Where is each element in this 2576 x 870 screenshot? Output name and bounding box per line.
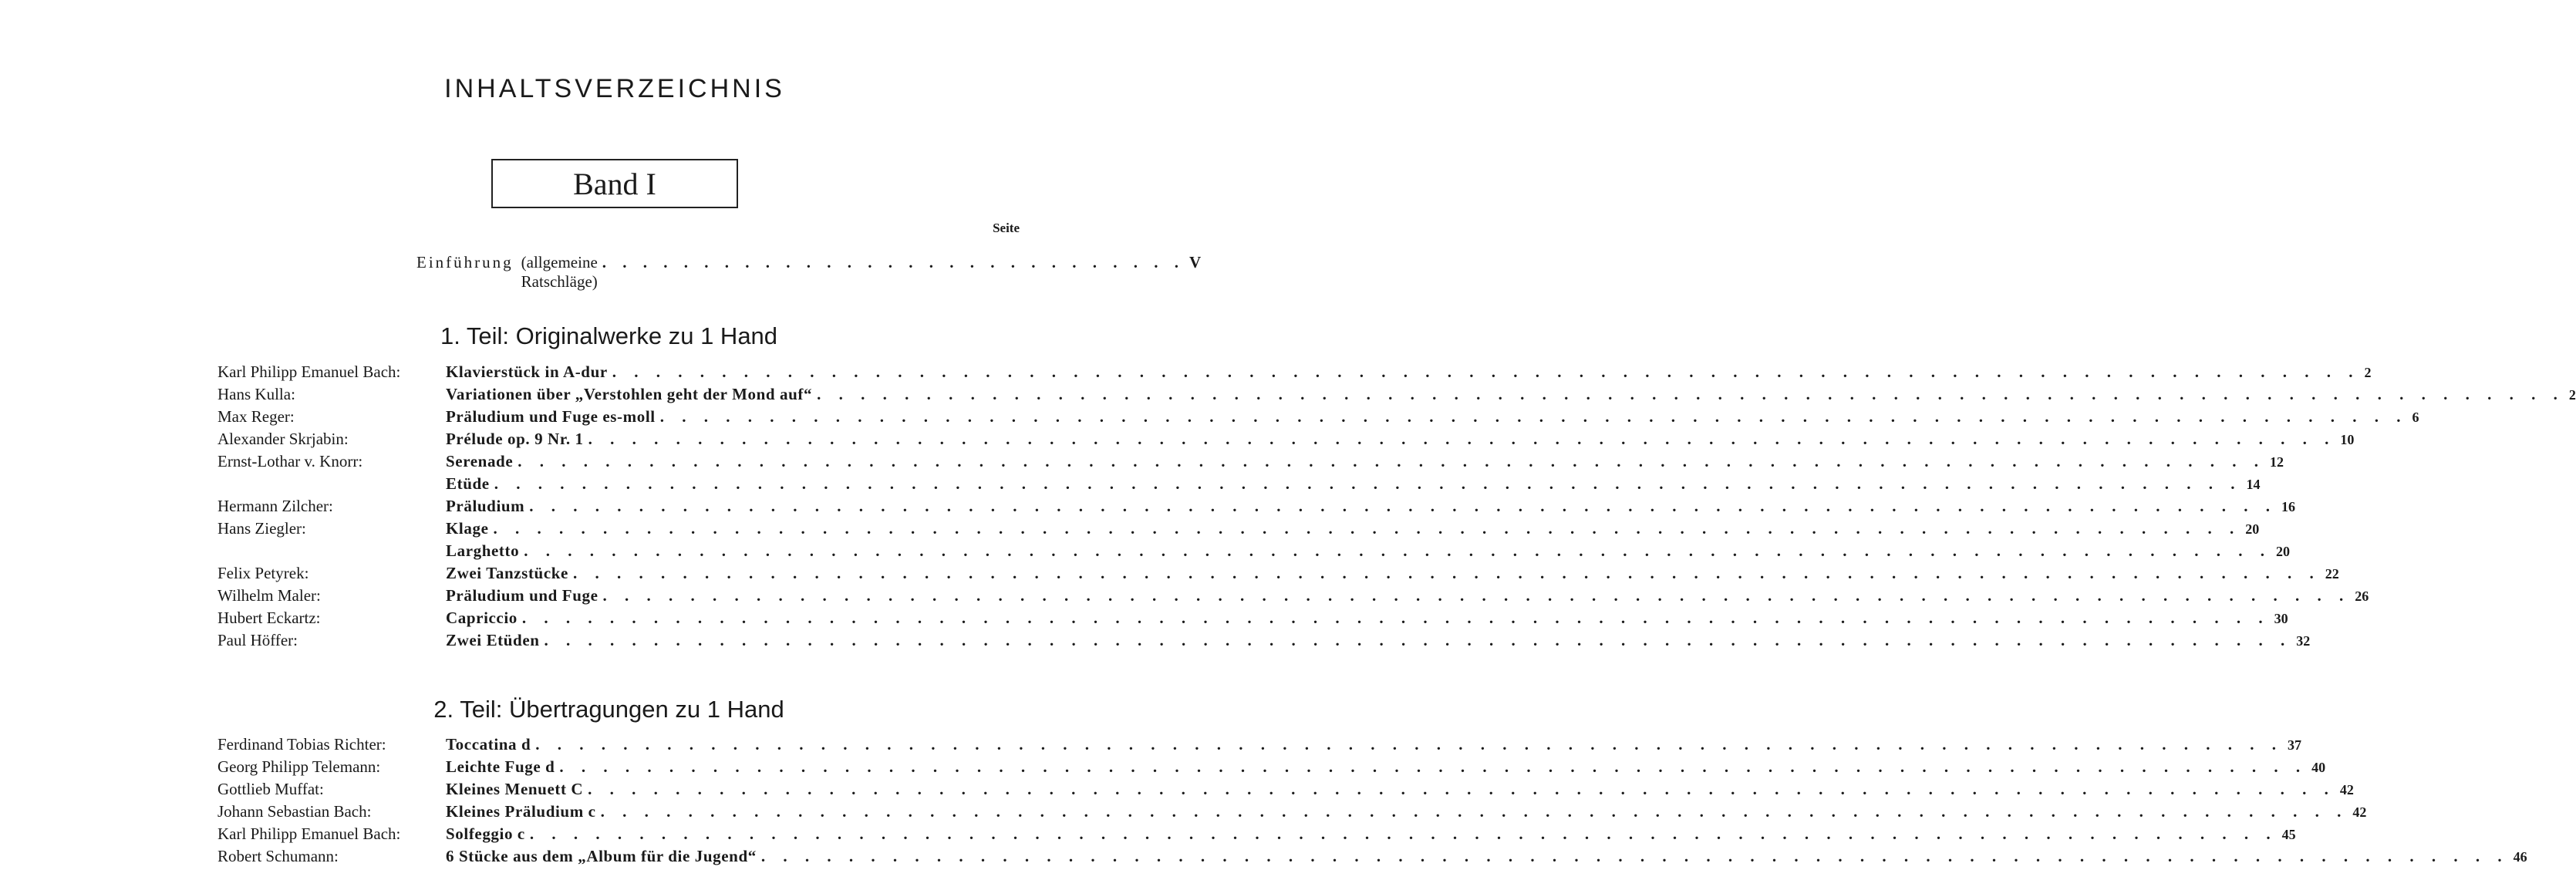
band-label-box <box>491 159 738 208</box>
composer-name: Ernst-Lothar v. Knorr: <box>217 452 363 470</box>
toc-entry <box>217 631 2311 653</box>
dot-leader: . . . . . . . . . . . . . . . . . . . . . . . . . . . . . . . . . . . . . . . . . . . . . . . . . . . . . . . . . . . . . . . . . . . . . . . . . . . . . . . . <box>559 757 2308 776</box>
work-cell <box>446 586 2355 605</box>
page-number: 6 <box>2412 410 2419 425</box>
page-number: 46 <box>2513 849 2527 865</box>
dot-leader: . . . . . . . . . . . . . . . . . . . . . . . . . . . . . . . . . . . . . . . . . . . . . . . . . . . . . . . . . . . . . . . . . . . . . . . . . . . . . . . . <box>518 452 2265 470</box>
dot-leader: . . . . . . . . . . . . . . . . . . . . . . . . . . . . . . . . . . . . . . . . . . . . . . . . . . . . . . . . . . . . . . . . . . . . . . . . . . . . . . . . <box>493 519 2241 538</box>
work-cell <box>446 452 2270 471</box>
composer-name: Robert Schumann: <box>217 847 339 865</box>
toc-entry <box>217 541 2290 564</box>
work-cell <box>446 847 2514 866</box>
page-number: 16 <box>2281 499 2295 514</box>
composer-name: Felix Petyrek: <box>217 564 309 582</box>
work-title: Kleines Menuett C <box>446 780 584 798</box>
work-title: Capriccio <box>446 609 518 627</box>
composer-name: Wilhelm Maler: <box>217 586 321 605</box>
composer-name: Johann Sebastian Bach: <box>217 802 372 821</box>
introduction-subtitle: (allgemeine Ratschläge) <box>521 253 598 291</box>
dot-leader: . . . . . . . . . . . . . . . . . . . . . . . . . . . . . . . . . . . . . . . . . . . . . . . . . . . . . . . . . . . . . . . . . . . . . . . . . . . . . . . . <box>524 541 2271 560</box>
toc-entry <box>217 586 2369 609</box>
toc-entry <box>217 407 2419 430</box>
toc-entry <box>217 452 2284 474</box>
toc-entry <box>217 362 2372 385</box>
work-cell <box>446 519 2245 538</box>
page-number: 12 <box>2270 454 2284 470</box>
dot-leader: . . . . . . . . . . . . . . . . . . . . . . . . . . . . . . . . . . . . . . . . . . . . . . . . . . . . . . . . . . . . . . . . . . . . . . . . . . . . . . . . <box>612 362 2360 381</box>
composer-name: Alexander Skrjabin: <box>217 430 349 448</box>
work-cell <box>446 824 2282 844</box>
work-cell <box>446 757 2311 777</box>
dot-leader: . . . . . . . . . . . . . . . . . . . . . . . . . . . . . . . . . . . . . . . . . . . . . . . . . . . . . . . . . . . . . . . . . . . . . . . . . . . . . . . . <box>588 430 2336 448</box>
page-number: 2 <box>2364 365 2372 380</box>
composer-name: Paul Höffer: <box>217 631 298 649</box>
page-column-label: Seite <box>993 221 1020 235</box>
work-title: Variationen über „Verstohlen geht der Mond auf“ <box>446 385 813 403</box>
composer-name: Hans Kulla: <box>217 385 295 403</box>
toc-entry <box>217 780 2354 802</box>
toc-entry <box>217 802 2367 824</box>
page-number: 22 <box>2325 566 2339 582</box>
page-number: 26 <box>2355 588 2369 604</box>
toc-entry <box>217 474 2261 497</box>
work-cell <box>446 497 2281 516</box>
work-cell <box>446 385 2569 404</box>
composer-name: Ferdinand Tobias Richter: <box>217 735 386 754</box>
dot-leader: . . . . . . . . . . . . . . . . . . . . . . . . . . . . . . . . . . . . . . . . . . . . . . . . . . . . . . . . . . . . . . . . . . . . . . . . . . . . . . . . <box>572 564 2321 582</box>
work-cell <box>446 474 2246 494</box>
dot-leader: . . . . . . . . . . . . . . . . . . . . . . . . . . . . . . . . . . . . . . . . . . . . . . . . . . . . . . . . . . . . . . . . . . . . . . . . . . . . . . . . <box>588 780 2335 798</box>
dot-leader: . . . . . . . . . . . . . . . . . . . . . . . . . . . . . . . . . . . . . . . . . . . . . . . . . . . . . . . . . . . . . . . . . . . . . . . . . . . . . . . . <box>600 802 2348 821</box>
toc-entry <box>217 735 2302 757</box>
page-number: 45 <box>2281 827 2296 842</box>
dot-leader: . . . . . . . . . . . . . . . . . . . . . . . . . . . . . <box>602 253 1185 271</box>
toc-list-part-1 <box>217 362 2576 653</box>
work-title: Präludium und Fuge <box>446 586 598 605</box>
page-number: 10 <box>2340 432 2355 447</box>
work-title: Toccatina d <box>446 735 531 754</box>
composer-name: Gottlieb Muffat: <box>217 780 324 798</box>
work-title: Zwei Tanzstücke <box>446 564 568 582</box>
work-cell <box>446 430 2340 449</box>
toc-entry <box>217 609 2288 631</box>
composer-name: Hans Ziegler: <box>217 519 306 538</box>
work-title: Solfeggio c <box>446 824 525 843</box>
page-number: 42 <box>2339 782 2354 798</box>
composer-name: Hermann Zilcher: <box>217 497 333 515</box>
page-number: 2 <box>2568 387 2576 403</box>
page-number: 42 <box>2352 804 2367 820</box>
introduction-page: V <box>1189 253 1202 271</box>
work-title: Etüde <box>446 474 490 493</box>
toc-entry <box>217 430 2355 452</box>
introduction-label: Einführung <box>416 253 514 271</box>
page-number: 40 <box>2311 760 2326 775</box>
work-cell <box>446 780 2340 799</box>
work-title: Präludium <box>446 497 525 515</box>
work-title: Präludium und Fuge es-moll <box>446 407 656 426</box>
work-title: 6 Stücke aus dem „Album für die Jugend“ <box>446 847 757 865</box>
dot-leader: . . . . . . . . . . . . . . . . . . . . . . . . . . . . . . . . . . . . . . . . . . . . . . . . . . . . . . . . . . . . . . . . . . . . . . . . . . . . . . . . <box>529 497 2277 515</box>
dot-leader: . . . . . . . . . . . . . . . . . . . . . . . . . . . . . . . . . . . . . . . . . . . . . . . . . . . . . . . . . . . . . . . . . . . . . . . . . . . . . . . . <box>817 385 2564 403</box>
work-title: Prélude op. 9 Nr. 1 <box>446 430 584 448</box>
dot-leader: . . . . . . . . . . . . . . . . . . . . . . . . . . . . . . . . . . . . . . . . . . . . . . . . . . . . . . . . . . . . . . . . . . . . . . . . . . . . . . . . <box>602 586 2351 605</box>
page-number: 37 <box>2288 737 2302 753</box>
work-title: Klavierstück in A-dur <box>446 362 608 381</box>
section-heading-part-1: 1. Teil: Originalwerke zu 1 Hand <box>440 322 778 349</box>
page-number: 20 <box>2245 521 2260 537</box>
work-cell <box>446 541 2276 561</box>
work-cell <box>446 407 2412 427</box>
toc-entry <box>217 497 2295 519</box>
work-title: Larghetto <box>446 541 520 560</box>
dot-leader: . . . . . . . . . . . . . . . . . . . . . . . . . . . . . . . . . . . . . . . . . . . . . . . . . . . . . . . . . . . . . . . . . . . . . . . . . . . . . . . . <box>529 824 2278 843</box>
work-cell <box>446 609 2274 628</box>
dot-leader: . . . . . . . . . . . . . . . . . . . . . . . . . . . . . . . . . . . . . . . . . . . . . . . . . . . . . . . . . . . . . . . . . . . . . . . . . . . . . . . . <box>544 631 2292 649</box>
band-label: Band I <box>573 166 656 201</box>
work-title: Kleines Präludium c <box>446 802 596 821</box>
work-cell <box>446 735 2288 754</box>
dot-leader: . . . . . . . . . . . . . . . . . . . . . . . . . . . . . . . . . . . . . . . . . . . . . . . . . . . . . . . . . . . . . . . . . . . . . . . . . . . . . . . . <box>659 407 2408 426</box>
composer-name: Karl Philipp Emanuel Bach: <box>217 362 401 381</box>
toc-list-part-2 <box>217 735 2527 869</box>
work-cell <box>446 564 2325 583</box>
work-cell <box>446 631 2296 650</box>
composer-name: Georg Philipp Telemann: <box>217 757 381 776</box>
toc-entry <box>217 847 2527 869</box>
toc-entry <box>217 519 2260 541</box>
composer-name: Max Reger: <box>217 407 295 426</box>
page-number: 30 <box>2274 611 2288 626</box>
work-title: Klage <box>446 519 489 538</box>
work-cell <box>446 362 2365 382</box>
toc-entry <box>217 824 2296 847</box>
dot-leader: . . . . . . . . . . . . . . . . . . . . . . . . . . . . . . . . . . . . . . . . . . . . . . . . . . . . . . . . . . . . . . . . . . . . . . . . . . . . . . . . <box>535 735 2284 754</box>
page-number: 32 <box>2296 633 2311 649</box>
section-heading-part-2: 2. Teil: Übertragungen zu 1 Hand <box>433 696 784 723</box>
page-number: 20 <box>2275 544 2290 559</box>
document-title: INHALTSVERZEICHNIS <box>444 74 785 103</box>
composer-name: Hubert Eckartz: <box>217 609 321 627</box>
composer-name: Karl Philipp Emanuel Bach: <box>217 824 401 843</box>
work-title: Serenade <box>446 452 514 470</box>
toc-entry <box>217 564 2339 586</box>
dot-leader: . . . . . . . . . . . . . . . . . . . . . . . . . . . . . . . . . . . . . . . . . . . . . . . . . . . . . . . . . . . . . . . . . . . . . . . . . . . . . . . . <box>521 609 2270 627</box>
work-title: Leichte Fuge d <box>446 757 555 776</box>
work-cell <box>446 802 2352 821</box>
toc-entry <box>217 757 2326 780</box>
introduction-entry <box>416 253 1202 291</box>
work-title: Zwei Etüden <box>446 631 540 649</box>
toc-entry <box>217 385 2576 407</box>
dot-leader: . . . . . . . . . . . . . . . . . . . . . . . . . . . . . . . . . . . . . . . . . . . . . . . . . . . . . . . . . . . . . . . . . . . . . . . . . . . . . . . . <box>760 847 2509 865</box>
dot-leader: . . . . . . . . . . . . . . . . . . . . . . . . . . . . . . . . . . . . . . . . . . . . . . . . . . . . . . . . . . . . . . . . . . . . . . . . . . . . . . . . <box>494 474 2242 493</box>
page-number: 14 <box>2246 477 2261 492</box>
